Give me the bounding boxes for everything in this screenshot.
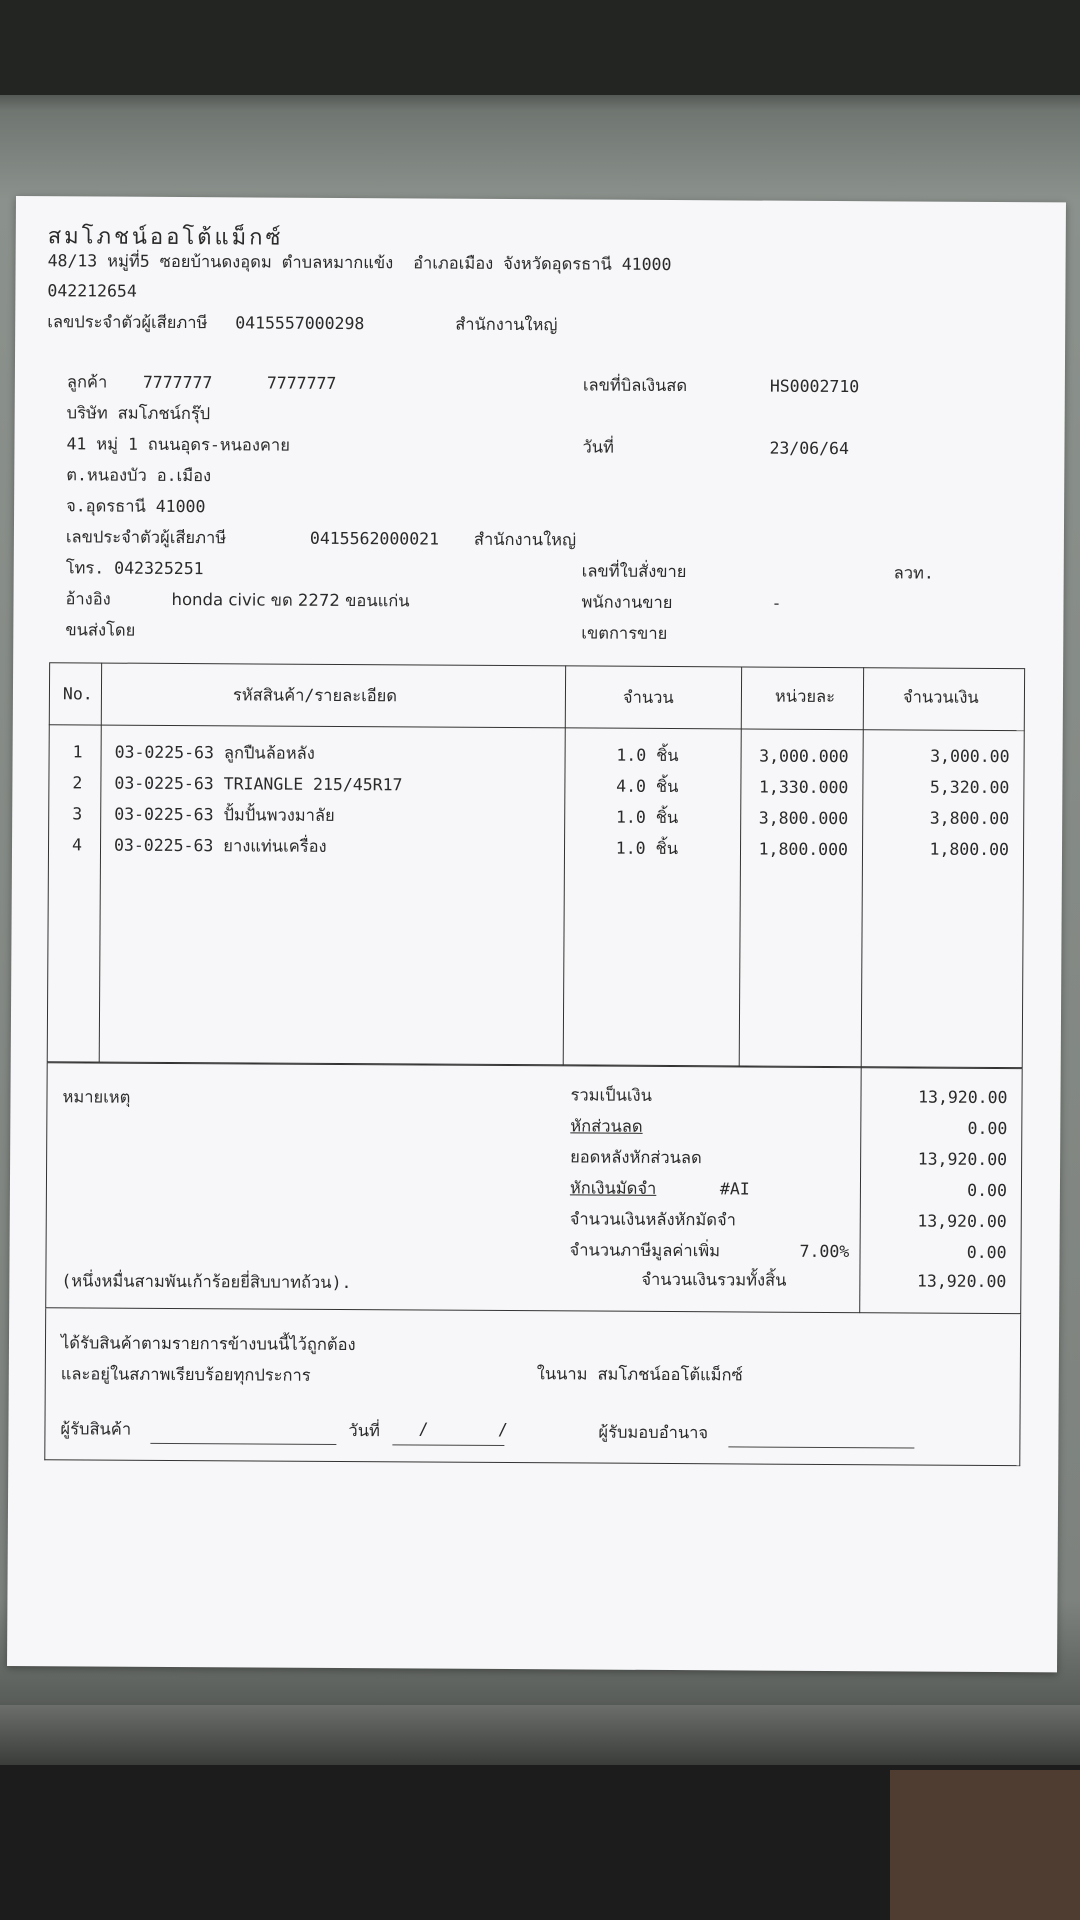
receive-date-label: วันที่ xyxy=(348,1421,380,1441)
row-amount: 5,320.00 xyxy=(929,777,1010,798)
row-unit-price: 1,330.000 xyxy=(758,777,849,798)
bill-number: HS0002710 xyxy=(769,376,860,397)
row-no: 2 xyxy=(72,773,83,793)
bill-date-label: วันที่ xyxy=(582,437,614,457)
row-quantity: 1.0 ชิ้น xyxy=(616,745,679,766)
sales-order-value: ลวท. xyxy=(893,563,934,583)
summary-label: หักเงินมัดจำ xyxy=(569,1178,657,1198)
customer-branch: สำนักงานใหญ่ xyxy=(473,529,577,550)
summary-label: จำนวนภาษีมูลค่าเพิ่ม xyxy=(569,1240,721,1261)
row-no: 1 xyxy=(72,742,83,762)
summary-value: 0.00 xyxy=(966,1242,1007,1263)
row-description: 03-0225-63 ปั้มปั้นพวงมาลัย xyxy=(114,804,335,825)
vat-rate: 7.00% xyxy=(799,1241,850,1262)
row-description: 03-0225-63 ลูกปืนล้อหลัง xyxy=(114,742,315,763)
row-no: 4 xyxy=(71,835,83,855)
invoice-paper xyxy=(7,196,1066,1672)
summary-label: ยอดหลังหักส่วนลด xyxy=(570,1147,702,1168)
row-quantity: 1.0 ชิ้น xyxy=(615,838,679,859)
customer-address-2: ต.หนองบัว อ.เมือง xyxy=(66,465,212,486)
row-description: 03-0225-63 ยางแท่นเครื่อง xyxy=(113,835,327,856)
company-branch: สำนักงานใหญ่ xyxy=(455,314,558,335)
row-unit-price: 3,800.000 xyxy=(758,808,849,829)
header-unit-price: หน่วยละ xyxy=(774,686,836,707)
summary-value: 13,920.00 xyxy=(917,1211,1007,1232)
deposit-code: #AI xyxy=(719,1179,750,1199)
row-description: 03-0225-63 TRIANGLE 215/45R17 xyxy=(114,773,403,795)
row-quantity: 4.0 ชิ้น xyxy=(616,776,679,797)
row-no: 3 xyxy=(72,804,83,824)
summary-label: รวมเป็นเงิน xyxy=(570,1085,652,1105)
salesman-label: พนักงานขาย xyxy=(581,592,673,613)
background-shelf-top xyxy=(0,0,1080,95)
customer-address-3: จ.อุดรธานี 41000 xyxy=(66,496,206,517)
bill-number-label: เลขที่บิลเงินสด xyxy=(582,375,688,396)
row-unit-price: 3,000.000 xyxy=(759,746,849,767)
customer-tax-id: 0415562000021 xyxy=(309,528,440,549)
customer-tax-label: เลขประจำตัวผู้เสียภาษี xyxy=(65,527,227,548)
summary-value: 0.00 xyxy=(967,1180,1008,1201)
company-tax-id: 0415557000298 xyxy=(235,313,365,334)
company-tax-label: เลขประจำตัวผู้เสียภาษี xyxy=(47,312,208,333)
row-amount: 1,800.00 xyxy=(929,839,1010,860)
header-quantity: จำนวน xyxy=(622,687,674,708)
row-amount: 3,000.00 xyxy=(930,746,1010,767)
received-statement-line2: และอยู่ในสภาพเรียบร้อยทุกประการ xyxy=(60,1364,311,1385)
summary-value: 13,920.00 xyxy=(918,1087,1008,1108)
customer-code-2: 7777777 xyxy=(266,373,337,393)
header-no: No. xyxy=(62,684,93,704)
salesman-value: - xyxy=(771,593,782,613)
customer-address-1: 41 หมู่ 1 ถนนอุดร-หนองคาย xyxy=(66,434,290,455)
background-floor-right xyxy=(890,1770,1080,1920)
company-phone: 042212654 xyxy=(47,281,137,301)
reference-value: honda civic ขด 2272 ขอนแก่น xyxy=(171,589,410,611)
summary-label: หักส่วนลด xyxy=(570,1116,643,1136)
shipping-label: ขนส่งโดย xyxy=(65,620,136,640)
row-unit-price: 1,800.000 xyxy=(758,839,849,860)
items-table xyxy=(47,662,1025,1068)
customer-name: บริษัท สมโภชน์กรุ๊ป xyxy=(66,403,211,424)
bill-date: 23/06/64 xyxy=(769,438,850,459)
customer-code-1: 7777777 xyxy=(142,372,213,393)
remark-label: หมายเหตุ xyxy=(62,1087,131,1107)
sales-order-label: เลขที่ใบสั่งขาย xyxy=(581,561,687,582)
header-description: รหัสสินค้า/รายละเอียด xyxy=(232,685,398,706)
reference-label: อ้างอิง xyxy=(65,589,111,609)
customer-phone: โทร. 042325251 xyxy=(65,558,204,579)
on-behalf-of: ในนาม สมโภชน์ออโต้แม็กซ์ xyxy=(536,1364,743,1385)
summary-label: จำนวนเงินหลังหักมัดจำ xyxy=(569,1209,736,1230)
customer-label: ลูกค้า xyxy=(66,372,108,392)
sales-area-label: เขตการขาย xyxy=(581,623,668,643)
background-shelf-bottom xyxy=(0,1705,1080,1765)
grand-total-value: 13,920.00 xyxy=(916,1271,1007,1292)
authorized-label: ผู้รับมอบอำนาจ xyxy=(598,1422,709,1443)
receiver-label: ผู้รับสินค้า xyxy=(60,1419,132,1439)
grand-total-label: จำนวนเงินรวมทั้งสิ้น xyxy=(641,1269,787,1290)
summary-value: 13,920.00 xyxy=(917,1149,1008,1170)
amount-in-words: (หนึ่งหมื่นสามพันเก้าร้อยยี่สิบบาทถ้วน). xyxy=(61,1271,352,1293)
received-statement-line1: ได้รับสินค้าตามรายการข้างบนนี้ไว้ถูกต้อง xyxy=(60,1333,356,1355)
header-amount: จำนวนเงิน xyxy=(902,687,979,707)
company-name: สมโภชน์ออโต้แม็กซ์ xyxy=(47,224,284,251)
company-address: 48/13 หมู่ที่5 ซอยบ้านดงอุดม ตำบลหมากแข้ง อำเภอเมือง จังหวัดอุดรธานี 41000 xyxy=(47,251,672,275)
row-quantity: 1.0 ชิ้น xyxy=(615,807,679,828)
row-amount: 3,800.00 xyxy=(929,808,1010,829)
summary-value: 0.00 xyxy=(967,1118,1008,1139)
receive-date-slashes: / / xyxy=(418,1419,508,1440)
